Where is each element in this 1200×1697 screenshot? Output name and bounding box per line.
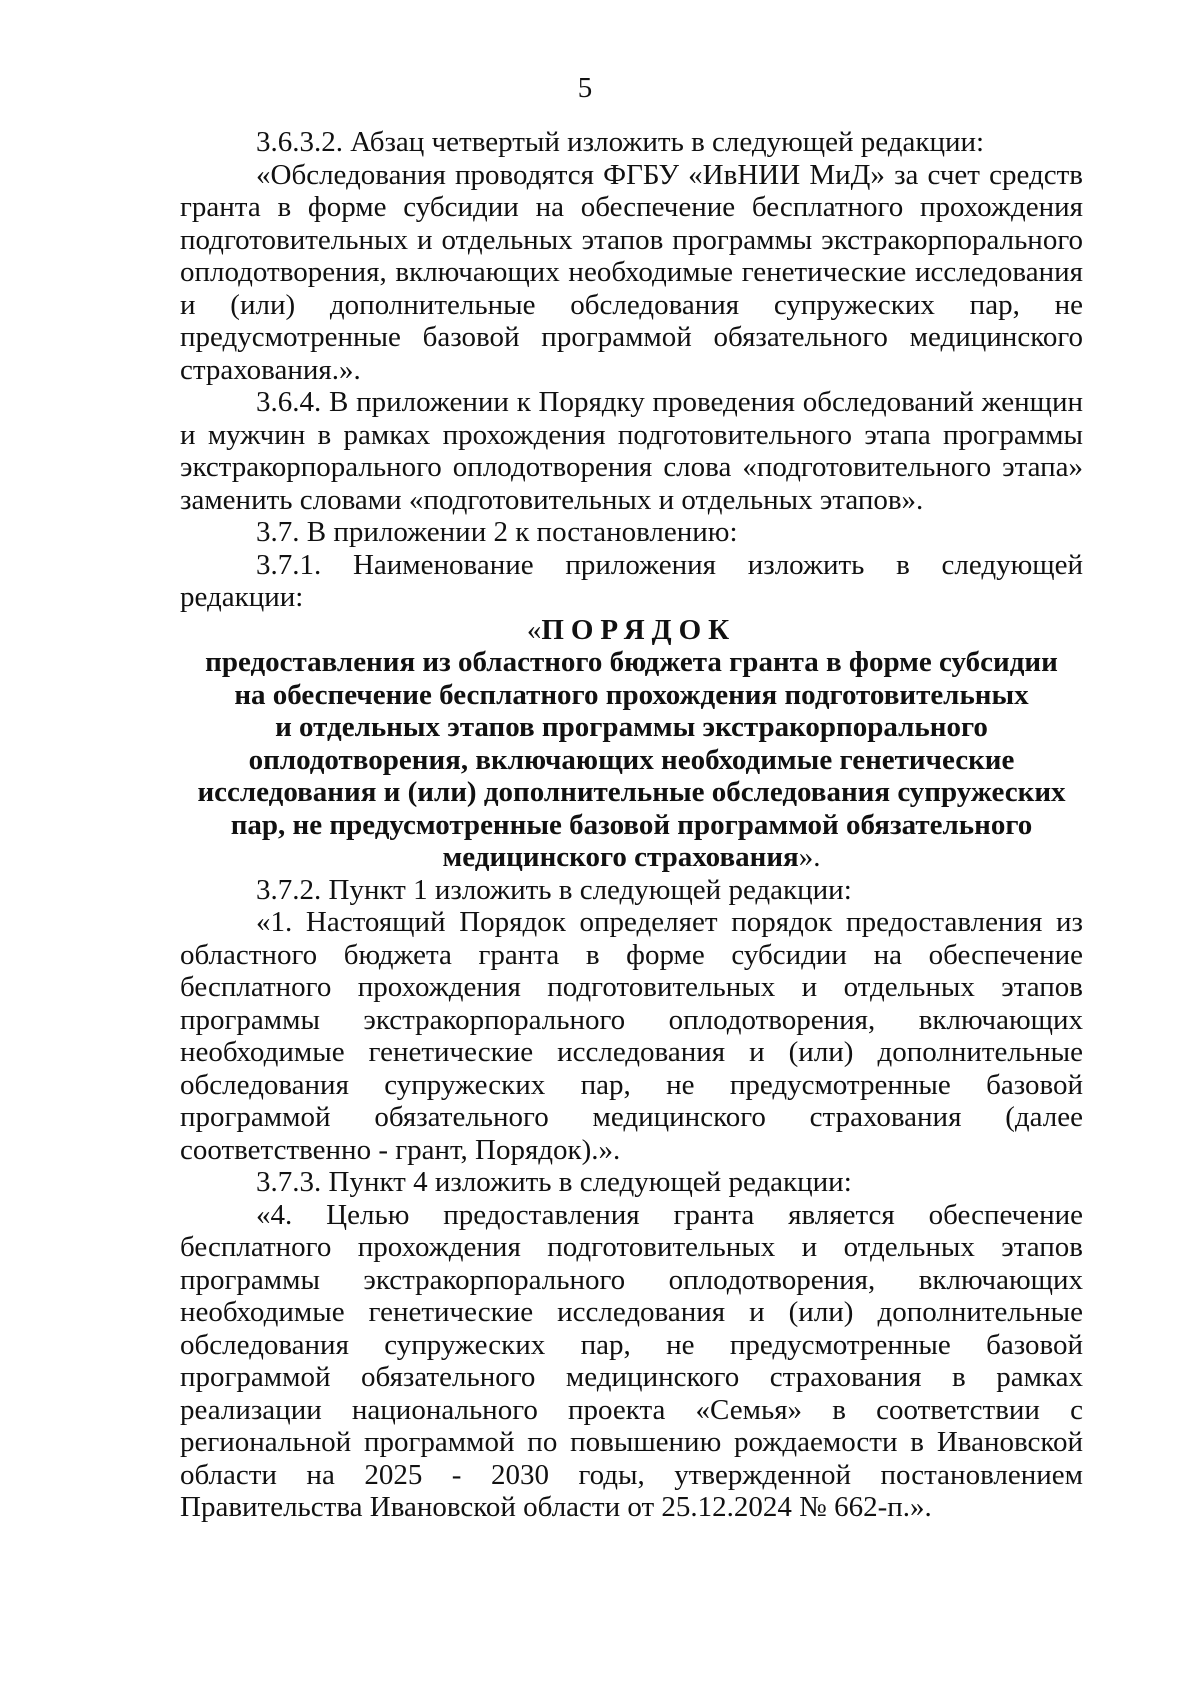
page-number: 5 bbox=[577, 72, 593, 104]
title-heading bbox=[180, 614, 1083, 647]
paragraph-quote-examinations: «Обследования проводятся ФГБУ «ИвНИИ МиД» за счет средств гранта в форме субсидии на обеспечение бесплатного прохождения подготовительных и отдельных этапов программы экстракорпорального оплодотворения, включающих необходимые генетические исследования и (или) дополнительные обследования супружеских пар, не предусмотренные базовой программой обязательного медицинского страхования.». bbox=[180, 158, 1083, 386]
title-line-4: оплодотворения, включающих необходимые генетические bbox=[248, 743, 1015, 776]
title-line-3: и отдельных этапов программы экстракорпорального bbox=[275, 711, 988, 743]
paragraph-point-1: «1. Настоящий Порядок определяет порядок предоставления из областного бюджета гранта в форме субсидии на обеспечение бесплатного прохождения подготовительных и отдельных этапов программы экстракорпорального оплодотворения, включающих необходимые генетические исследования и (или) дополнительные обследования супружеских пар, не предусмотренные базовой программой обязательного медицинского страхования (далее соответственно - грант, Порядок).». bbox=[180, 906, 1083, 1166]
title-open-quote: « bbox=[526, 613, 542, 646]
paragraph-3-7-1: 3.7.1. Наименование приложения изложить в следующей редакции: bbox=[180, 548, 1083, 613]
title-line-6: пар, не предусмотренные базовой программой обязательного bbox=[230, 808, 1033, 841]
paragraph-3-6-4: 3.6.4. В приложении к Порядку проведения обследований женщин и мужчин в рамках прохождения подготовительного этапа программы экстракорпорального оплодотворения слова «подготовительного этапа» заменить словами «подготовительных и отдельных этапов». bbox=[180, 386, 1083, 516]
title-line-5: исследования и (или) дополнительные обследования супружеских bbox=[197, 776, 1066, 808]
title-line-7-text: медицинского страхования bbox=[442, 841, 799, 873]
paragraph-3-6-3-2: 3.6.3.2. Абзац четвертый изложить в следующей редакции: bbox=[256, 126, 985, 158]
title-line-7 bbox=[180, 841, 1083, 874]
document-body bbox=[180, 126, 1083, 1524]
paragraph-point-4: «4. Целью предоставления гранта является обеспечение бесплатного прохождения подготовительных и отдельных этапов программы экстракорпорального оплодотворения, включающих необходимые генетические исследования и (или) дополнительные обследования супружеских пар, не предусмотренные базовой программой обязательного медицинского страхования в рамках реализации национального проекта «Семья» в соответствии с региональной программой по повышению рождаемости в Ивановской области на 2025 - 2030 годы, утвержденной постановлением Правительства Ивановской области от 25.12.2024 № 662-п.». bbox=[180, 1198, 1083, 1523]
title-line-2: на обеспечение бесплатного прохождения подготовительных bbox=[234, 678, 1029, 711]
paragraph-3-7-2: 3.7.2. Пункт 1 изложить в следующей редакции: bbox=[256, 873, 852, 906]
title-closing-quote: ». bbox=[798, 841, 821, 873]
paragraph-3-7: 3.7. В приложении 2 к постановлению: bbox=[256, 516, 738, 548]
paragraph-3-7-3: 3.7.3. Пункт 4 изложить в следующей редакции: bbox=[256, 1166, 852, 1198]
title-heading-word: ПОРЯДОК bbox=[541, 613, 737, 646]
title-line-1: предоставления из областного бюджета гранта в форме субсидии bbox=[205, 646, 1058, 678]
procedure-title-block bbox=[180, 614, 1083, 874]
